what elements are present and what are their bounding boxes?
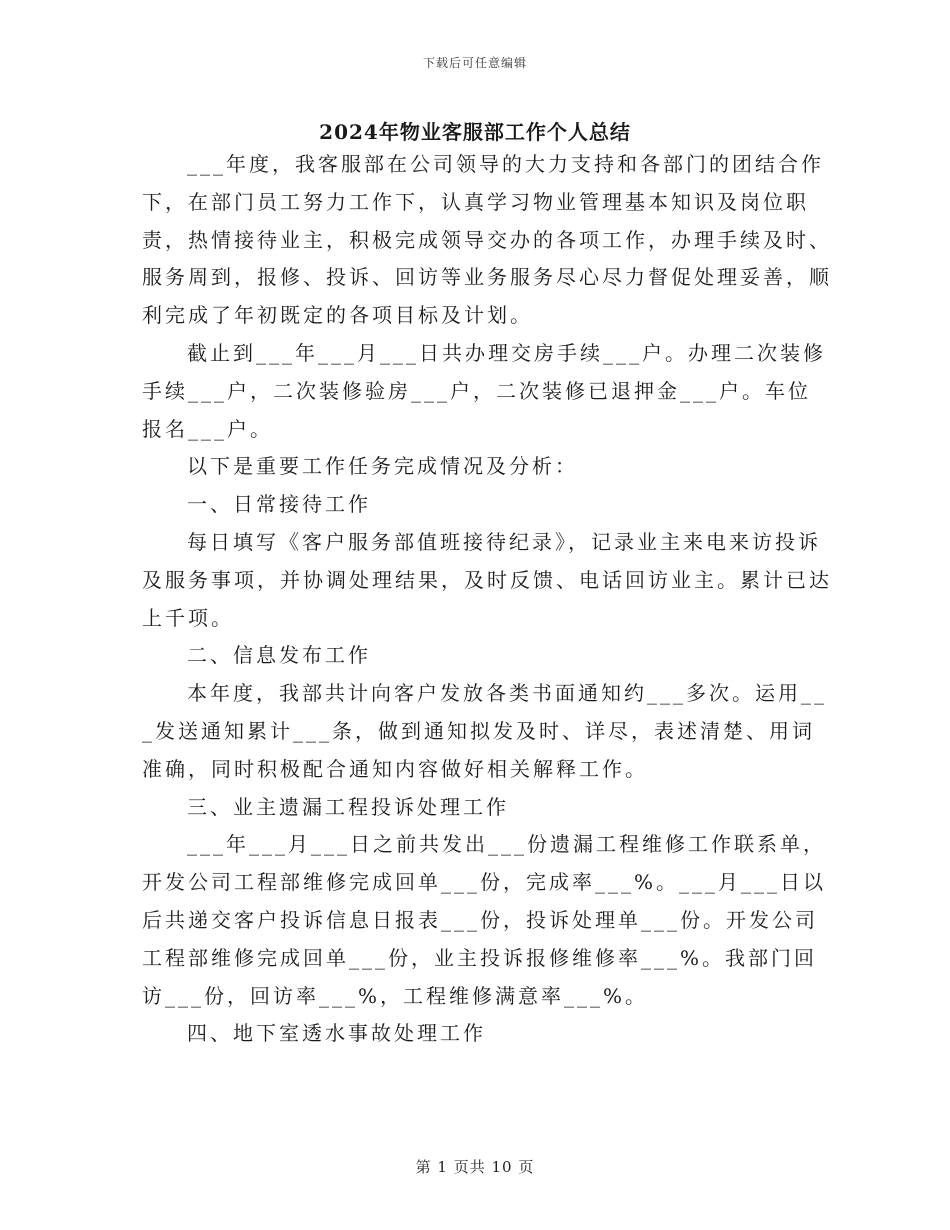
paragraph-reception: 每日填写《客户服务部值班接待纪录》，记录业主来电来访投诉及服务事项，并协调处理结果，及时反馈、电话回访业主。累计已达上千项。 (142, 529, 832, 630)
paragraph-intro: ___年度，我客服部在公司领导的大力支持和各部门的团结合作下，在部门员工努力工作下，认真学习物业管理基本知识及岗位职责，热情接待业主，积极完成领导交办的各项工作，办理手续及时、服务周到，报修、投诉、回访等业务服务尽心尽力督促处理妥善，顺利完成了年初既定的各项目标及计划。 (142, 152, 832, 328)
page-footer: 第 1 页共 10 页 (415, 1158, 535, 1176)
section-heading-notices: 二、信息发布工作 (187, 643, 371, 668)
document-body (142, 146, 832, 1053)
paragraph-notices: 本年度，我部共计向客户发放各类书面通知约___多次。运用___发送通知累计___条，做到通知拟发及时、详尽，表述清楚、用词准确，同时积极配合通知内容做好相关解释工作。 (142, 681, 827, 781)
header-note: 下载后可任意编辑 (422, 56, 527, 70)
paragraph-statistics: 截止到___年___月___日共办理交房手续___户。办理二次装修手续___户，二次装修验房___户，二次装修已退押金___户。车位报名___户。 (142, 340, 826, 441)
document-title: 2024年物业客服部工作个人总结 (319, 120, 631, 144)
paragraph-overview: 以下是重要工作任务完成情况及分析： (187, 454, 578, 479)
paragraph-complaints: ___年___月___日之前共发出___份遗漏工程维修工作联系单，开发公司工程部维修完成回单___份，完成率___%。___月___日以后共递交客户投诉信息日报表___份，投诉处理单___份。开发公司工程部维修完成回单___份，业主投诉报修维修率___%。我部门回访___份，回访率___%，工程维修满意率___%。 (142, 832, 827, 1008)
section-heading-reception: 一、日常接待工作 (187, 492, 371, 517)
section-heading-basement: 四、地下室透水事故处理工作 (187, 1021, 486, 1046)
section-heading-complaints: 三、业主遗漏工程投诉处理工作 (187, 794, 509, 819)
